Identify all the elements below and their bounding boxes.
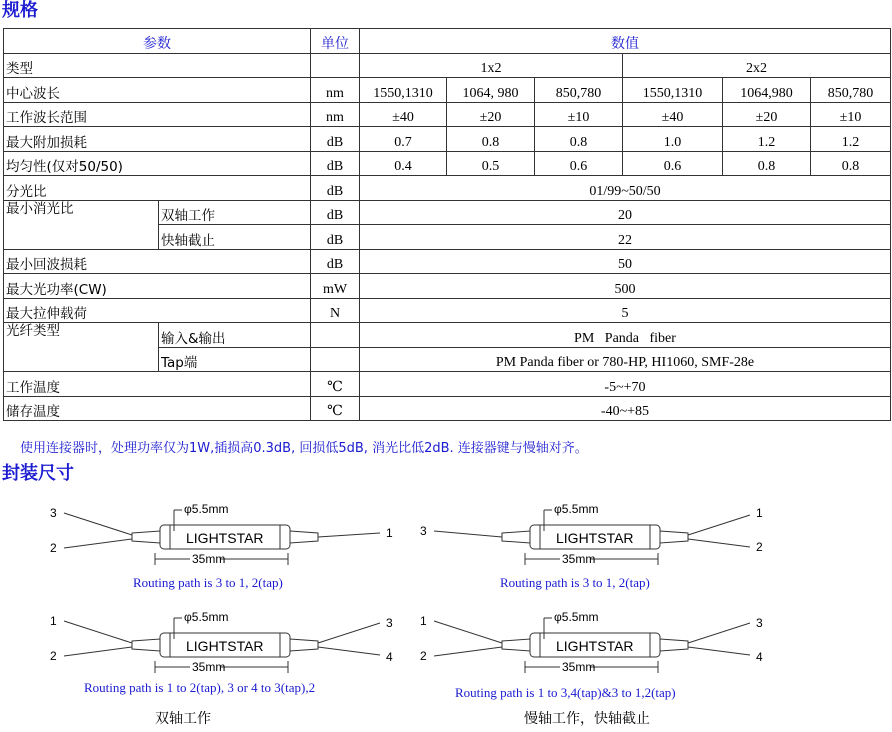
cell: 0.6 (535, 151, 623, 176)
row-label: 最小消光比 (4, 200, 159, 249)
port-label: 4 (756, 650, 763, 664)
row-label: 最大光功率(CW) (4, 274, 311, 299)
row-sublabel: 输入&输出 (159, 323, 311, 348)
routing-caption-3: Routing path is 1 to 2(tap), 3 or 4 to 3(tap),2 (84, 680, 316, 695)
diameter-label: φ5.5mm (184, 502, 229, 516)
row-unit: dB (311, 200, 360, 225)
row-unit: dB (311, 127, 360, 152)
cell: ±20 (447, 102, 535, 127)
cell: 0.4 (360, 151, 447, 176)
cell: ±10 (535, 102, 623, 127)
cell: 01/99~50/50 (360, 176, 891, 201)
row-label: 工作温度 (4, 372, 311, 397)
port-label: 1 (50, 614, 57, 628)
routing-caption-4: Routing path is 1 to 3,4(tap)&3 to 1,2(tap) (455, 685, 676, 700)
cell: 0.8 (447, 127, 535, 152)
cell: 1064,980 (723, 78, 811, 103)
cell: 0.7 (360, 127, 447, 152)
port-label: 4 (386, 650, 393, 664)
coupler-diagram-2 (410, 495, 790, 580)
table-row (4, 102, 891, 127)
row-label: 均匀性(仅对50/50) (4, 151, 311, 176)
storage-temp-row (4, 396, 891, 421)
row-label: 光纤类型 (4, 323, 159, 372)
cell: 1.2 (723, 127, 811, 152)
port-label: 3 (50, 506, 57, 520)
header-row (4, 29, 891, 54)
row-unit: mW (311, 274, 360, 299)
row-unit: ℃ (311, 372, 360, 397)
row-sublabel: Tap端 (159, 347, 311, 372)
routing-caption-2: Routing path is 3 to 1, 2(tap) (500, 575, 650, 590)
cell: 5 (360, 298, 891, 323)
group-2x2: 2x2 (623, 53, 891, 78)
cell: ±10 (811, 102, 891, 127)
cell: 850,780 (811, 78, 891, 103)
section-title-spec: 规格 (2, 0, 38, 21)
cell: PM Panda fiber or 780-HP, HI1060, SMF-28e (360, 347, 891, 372)
cell: 1.2 (811, 127, 891, 152)
row-label: 中心波长 (4, 78, 311, 103)
return-loss-row (4, 249, 891, 274)
row-unit: nm (311, 78, 360, 103)
split-ratio-row (4, 176, 891, 201)
op-temp-row (4, 372, 891, 397)
row-unit: dB (311, 176, 360, 201)
header-value: 数值 (360, 29, 891, 54)
cell: 1550,1310 (360, 78, 447, 103)
table-row (4, 151, 891, 176)
brand-label: LIGHTSTAR (556, 530, 634, 546)
port-label: 3 (386, 616, 393, 630)
row-sublabel: 双轴工作 (159, 200, 311, 225)
row-unit: ℃ (311, 396, 360, 421)
port-label: 2 (50, 541, 57, 555)
port-label: 2 (756, 540, 763, 554)
routing-caption-1: Routing path is 3 to 1, 2(tap) (133, 575, 283, 590)
port-label: 3 (420, 524, 427, 538)
fiber-row-1 (4, 323, 891, 348)
cell: PM Panda fiber (360, 323, 891, 348)
port-label: 1 (386, 526, 393, 540)
cell: 1.0 (623, 127, 723, 152)
header-param: 参数 (4, 29, 311, 54)
extinction-row-1 (4, 200, 891, 225)
port-label: 1 (420, 614, 427, 628)
row-label: 工作波长范围 (4, 102, 311, 127)
row-unit: dB (311, 225, 360, 250)
cell: ±40 (623, 102, 723, 127)
cell: 0.5 (447, 151, 535, 176)
row-sublabel: 快轴截止 (159, 225, 311, 250)
row-label: 最小回波损耗 (4, 249, 311, 274)
cell: 0.8 (811, 151, 891, 176)
row-unit: dB (311, 151, 360, 176)
diameter-label: φ5.5mm (554, 502, 599, 516)
group-1x2: 1x2 (360, 53, 623, 78)
coupler-diagram-1 (40, 495, 420, 580)
header-unit: 单位 (311, 29, 360, 54)
row-label: 储存温度 (4, 396, 311, 421)
port-label: 3 (756, 616, 763, 630)
table-row (4, 127, 891, 152)
cell: ±40 (360, 102, 447, 127)
cell: 22 (360, 225, 891, 250)
row-label: 最大附加损耗 (4, 127, 311, 152)
diameter-label: φ5.5mm (554, 610, 599, 624)
row-unit: N (311, 298, 360, 323)
row-unit: nm (311, 102, 360, 127)
section-title-package: 封装尺寸 (2, 463, 74, 484)
brand-label: LIGHTSTAR (186, 638, 264, 654)
max-tensile-row (4, 298, 891, 323)
cell: 0.8 (535, 127, 623, 152)
diameter-label: φ5.5mm (184, 610, 229, 624)
cell: 20 (360, 200, 891, 225)
cell: 850,780 (535, 78, 623, 103)
length-label: 35mm (192, 660, 226, 674)
cell: ±20 (723, 102, 811, 127)
port-label: 2 (50, 649, 57, 663)
type-row (4, 53, 891, 78)
coupler-diagram-3 (40, 603, 420, 683)
length-label: 35mm (562, 660, 596, 674)
cell: 0.6 (623, 151, 723, 176)
brand-label: LIGHTSTAR (556, 638, 634, 654)
cell: 500 (360, 274, 891, 299)
length-label: 35mm (192, 552, 226, 566)
row-label: 最大拉伸载荷 (4, 298, 311, 323)
cell: -40~+85 (360, 396, 891, 421)
cell: 50 (360, 249, 891, 274)
brand-label: LIGHTSTAR (186, 530, 264, 546)
cell: -5~+70 (360, 372, 891, 397)
type-label: 类型 (4, 53, 311, 78)
table-row (4, 78, 891, 103)
coupler-diagram-4 (410, 603, 790, 683)
spec-table (3, 28, 891, 421)
row-label: 分光比 (4, 176, 311, 201)
port-label: 2 (420, 649, 427, 663)
cell: 1550,1310 (623, 78, 723, 103)
cell: 0.8 (723, 151, 811, 176)
length-label: 35mm (562, 552, 596, 566)
cell: 1064, 980 (447, 78, 535, 103)
connector-note: 使用连接器时，处理功率仅为1W,插损高0.3dB, 回损低5dB, 消光比低2dB. 连接器键与慢轴对齐。 (20, 441, 588, 456)
row-unit: dB (311, 249, 360, 274)
max-power-row (4, 274, 891, 299)
port-label: 1 (756, 506, 763, 520)
footer-right: 慢轴工作，快轴截止 (524, 711, 650, 727)
footer-left: 双轴工作 (155, 711, 211, 727)
